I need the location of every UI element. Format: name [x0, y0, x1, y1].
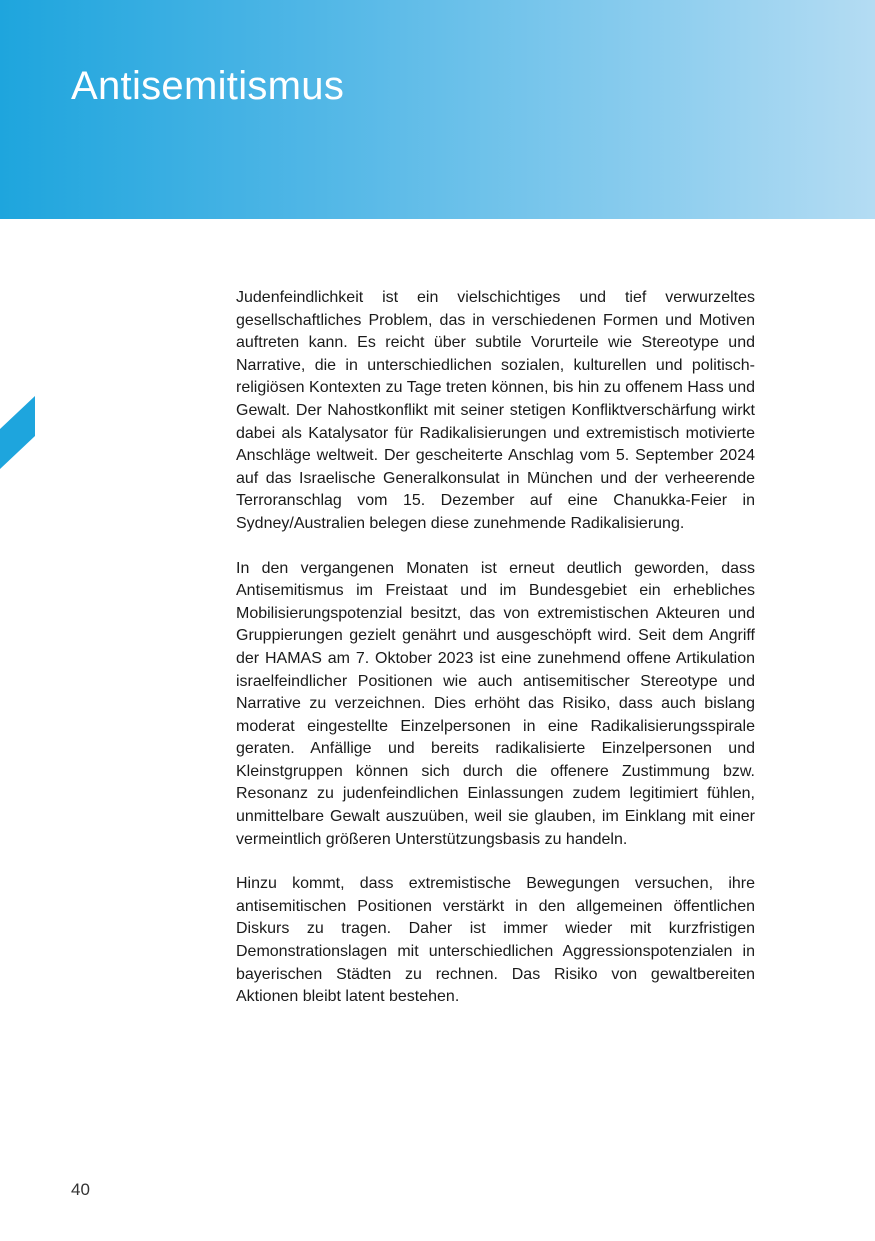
page-title: Antisemitismus	[71, 64, 345, 108]
body-text	[236, 287, 755, 1031]
page-number: 40	[71, 1180, 90, 1199]
side-marker-icon	[0, 396, 35, 469]
paragraph-3: Hinzu kommt, dass extremistische Bewegungen versuchen, ihre antisemitischen Positionen verstärkt in den allgemeinen öffentlichen Diskurs zu tragen. Daher ist immer wieder mit kurzfristigen Demonstrationslagen mit unterschiedlichen Aggressionspotenzialen in bayerischen Städten zu rechnen. Das Risiko von gewaltbereiten Aktionen bleibt latent bestehen.	[236, 875, 755, 1006]
header-band	[0, 0, 875, 219]
paragraph-2: In den vergangenen Monaten ist erneut deutlich geworden, dass Antisemitismus im Freistaat und im Bundesgebiet ein erhebliches Mobilisierungspotenzial besitzt, das von extremistischen Akteuren und Gruppierungen gezielt genährt und ausgeschöpft wird. Seit dem Angriff der HAMAS am 7. Oktober 2023 ist eine zunehmend offene Artikulation israelfeindlicher Positionen wie auch antisemitischer Stereotype und Narrative zu verzeichnen. Dies erhöht das Risiko, dass auch bislang moderat eingestellte Einzelpersonen in eine Radikalisierungsspirale geraten. Anfällige und bereits radikalisierte Einzelpersonen und Kleinstgruppen können sich durch die offenere Zustimmung bzw. Resonanz zu judenfeindlichen Einlassungen zudem legitimiert fühlen, unmittelbare Gewalt auszuüben, weil sie glauben, im Einklang mit einer vermeintlich größeren Unterstützungsbasis zu handeln.	[236, 559, 755, 848]
paragraph-1: Judenfeindlichkeit ist ein vielschichtiges und tief verwurzeltes gesellschaftliches Problem, das in verschiedenen Formen und Motiven auftreten kann. Es reicht über subtile Vorurteile wie Stereotype und Narrative, die in unterschiedlichen sozialen, kulturellen und politisch-religiösen Kontexten zu Tage treten können, bis hin zu offenem Hass und Gewalt. Der Nahostkonflikt mit seiner stetigen Konfliktverschärfung wirkt dabei als Katalysator für Radikalisierungen und extremistisch motivierte Anschläge weltweit. Der gescheiterte Anschlag vom 5. September 2024 auf das Israelische Generalkonsulat in München und der verheerende Terroranschlag vom 15. Dezember auf eine Chanukka-Feier in Sydney/Australien belegen diese zunehmende Radikalisierung.	[236, 289, 755, 532]
